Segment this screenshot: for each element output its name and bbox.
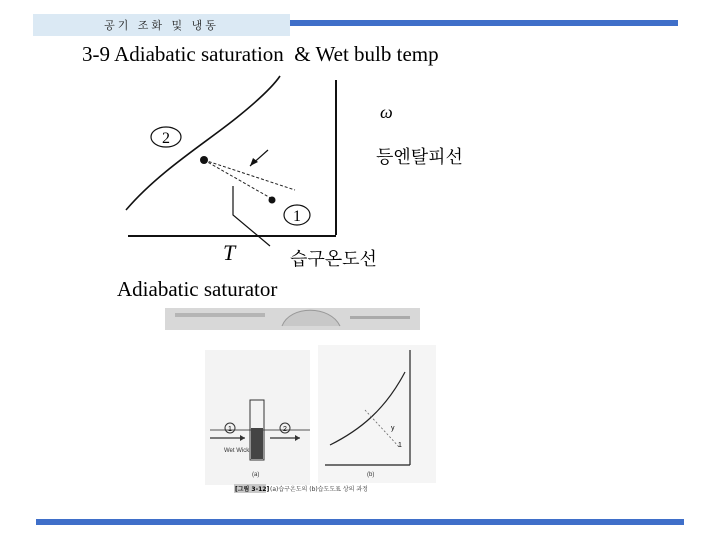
panel-a-label: (a) xyxy=(252,472,260,478)
scan-text-strip xyxy=(175,313,265,317)
t-axis-label: T xyxy=(223,240,236,265)
footer-accent-bar xyxy=(36,519,684,525)
panel-b-point-1: 1 xyxy=(398,442,402,449)
figure-caption-text: (a)습구온도의 (b)습도도표 상의 과정 xyxy=(270,486,368,493)
panel-a-background xyxy=(205,350,310,485)
omega-label: ω xyxy=(380,102,393,122)
panel-b-background xyxy=(318,345,436,483)
course-header-label: 공기 조화 및 냉동 xyxy=(104,19,219,32)
slide-title: 3-9 Adiabatic saturation & Wet bulb temp xyxy=(82,42,439,66)
station-1-label: 1 xyxy=(228,426,232,433)
wet-wick xyxy=(251,428,263,459)
station-2-label: 2 xyxy=(283,426,287,433)
scan-text-strip-2 xyxy=(350,316,410,319)
wetbulb-line-label: 습구온도선 xyxy=(290,249,377,270)
enthalpy-line-label: 등엔탈피선 xyxy=(376,147,463,168)
wick-label: Wet Wick xyxy=(224,448,250,454)
point-2-label: 2 xyxy=(162,130,170,147)
panel-b-point-y: y xyxy=(391,425,395,432)
figure-caption-tag: [그림 3-12] xyxy=(235,486,270,493)
panel-b-label: (b) xyxy=(367,472,375,478)
point-1-label: 1 xyxy=(293,208,301,225)
section-subtitle: Adiabatic saturator xyxy=(117,277,278,301)
